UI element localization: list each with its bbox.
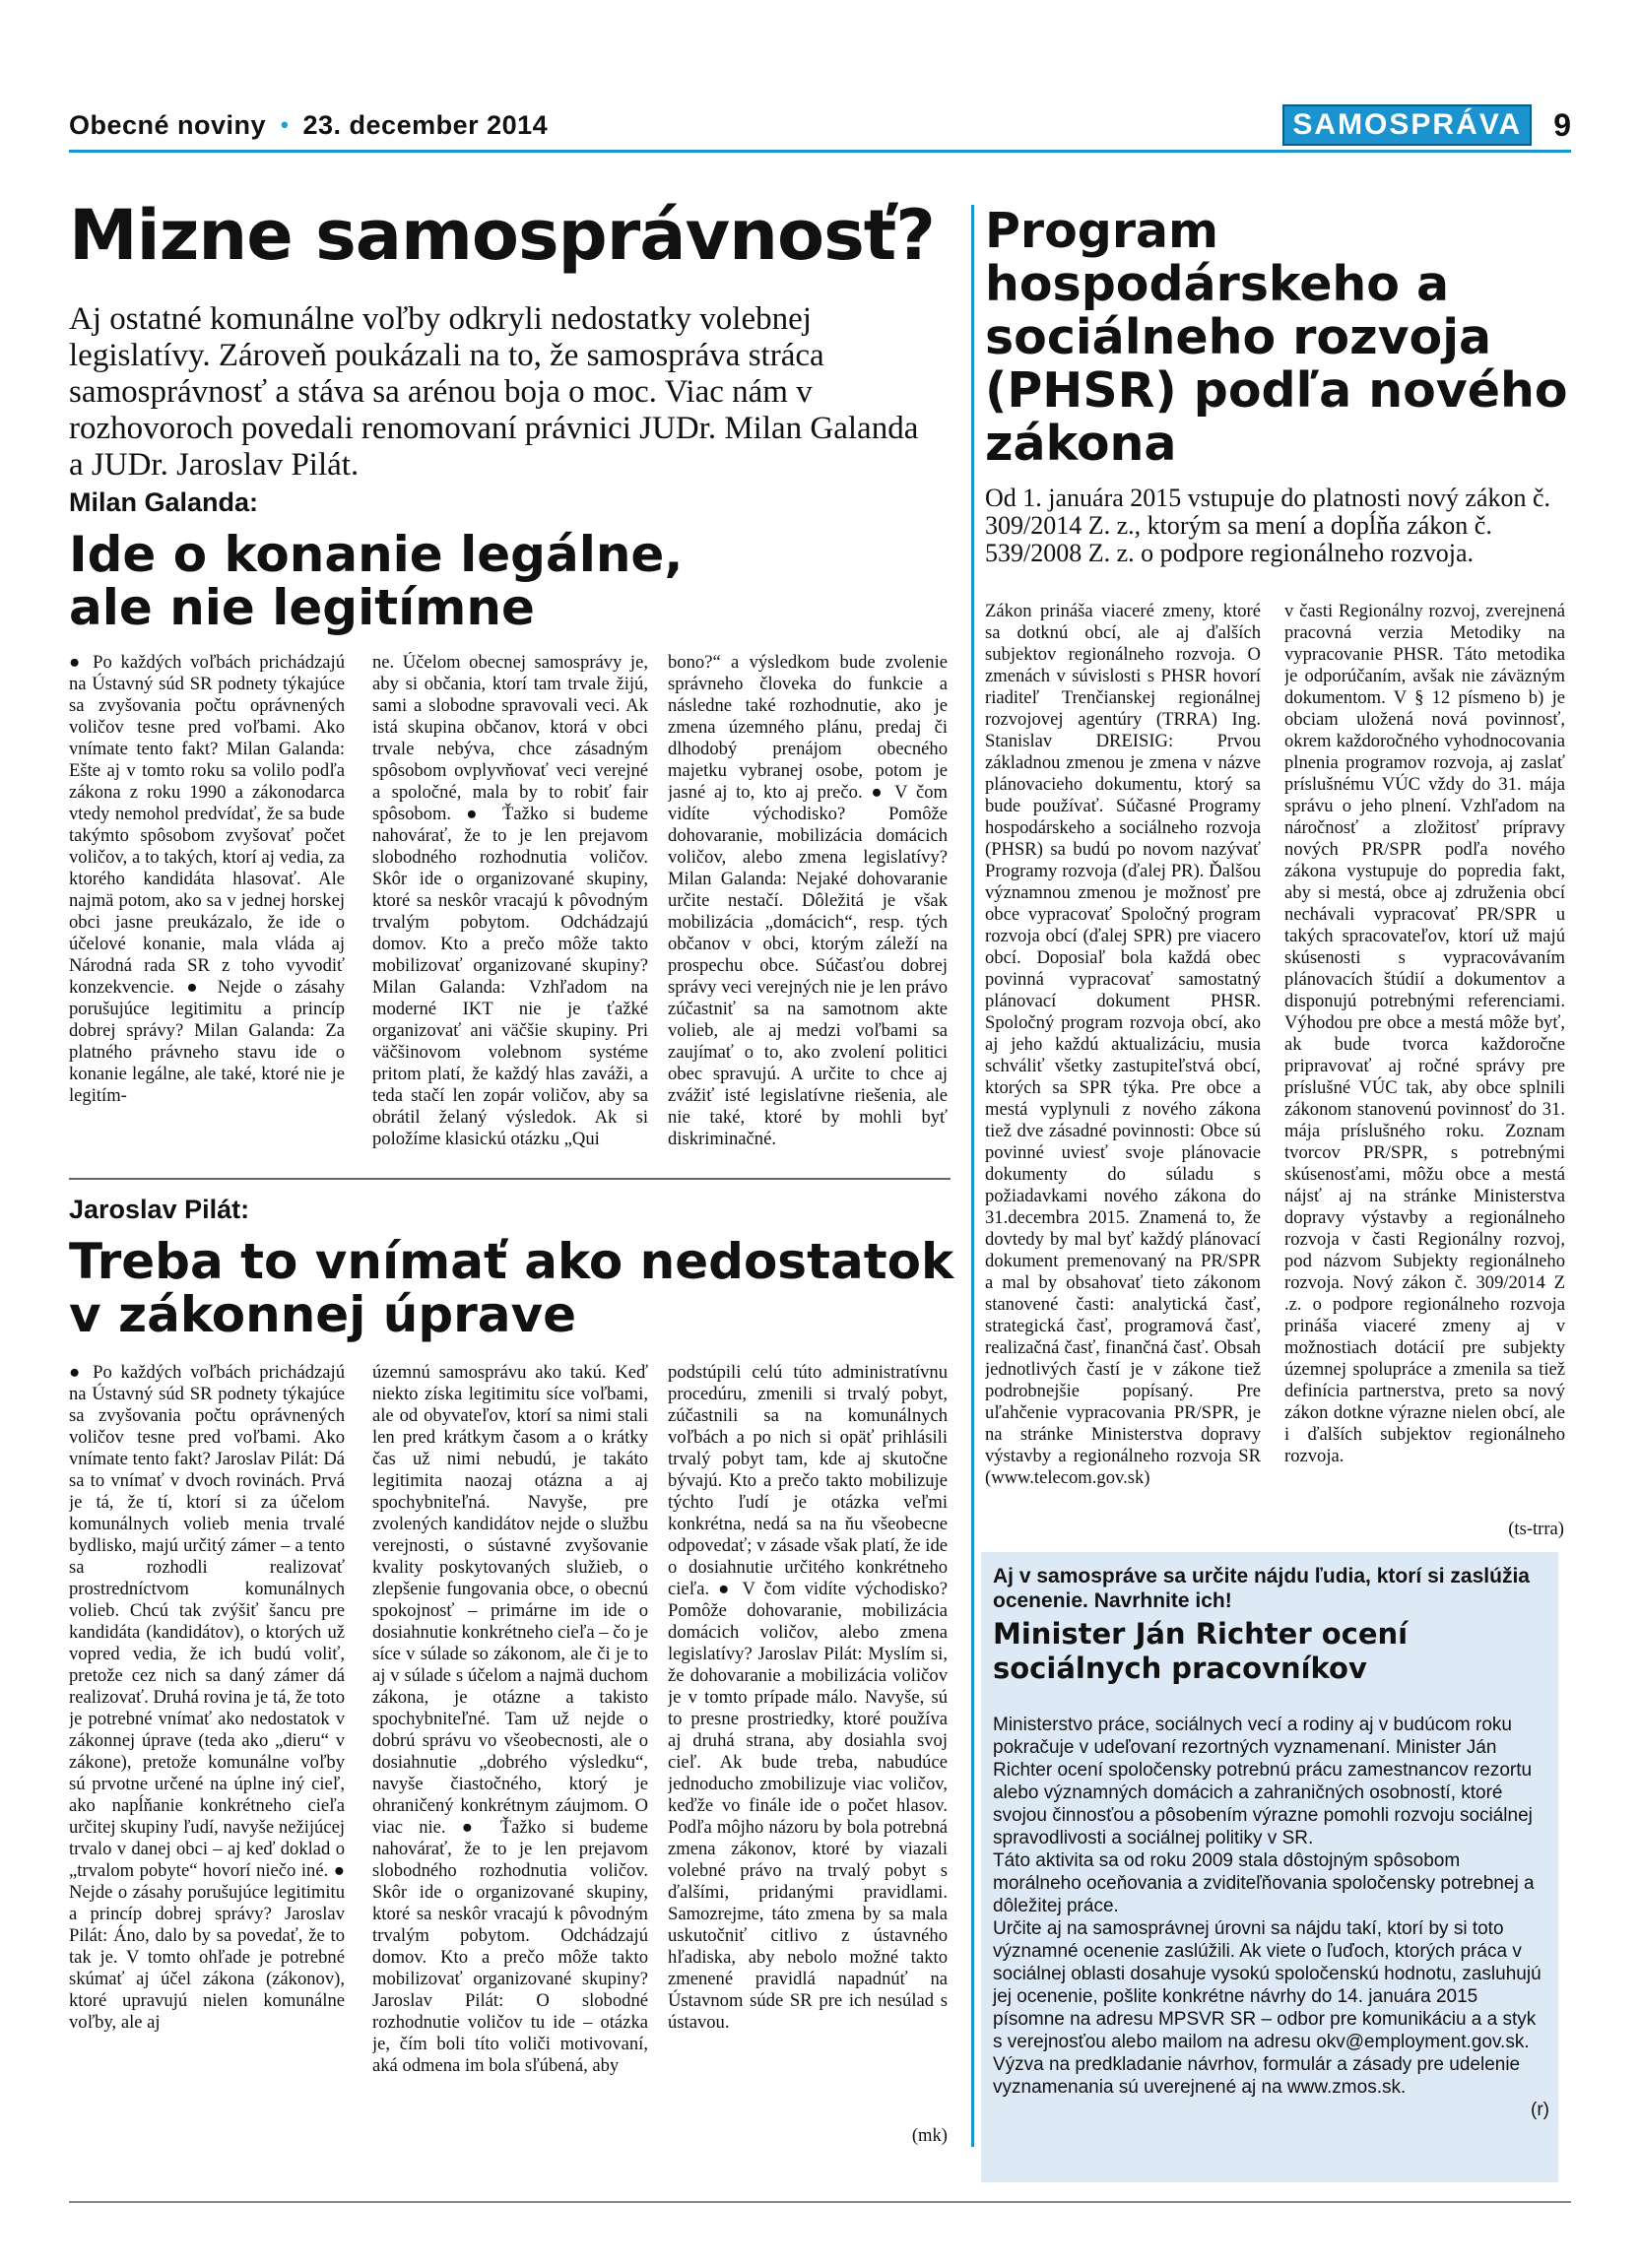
galanda-subhead-line1: Ide o konanie legálne,	[69, 526, 684, 583]
galanda-subhead-line2: ale nie legitímne	[69, 579, 535, 636]
galanda-column-3: bono?“ a výsledkom bude zvolenie správneho človeka do funkcie a následne také rozhodnutie, ako je zmena územného plánu, predaj či dlhodobý prenájom obecného majetku vybranej osobe, potom je jasné aj to, kto aj prečo. ● V čom vidíte východisko? Pomôže dohovaranie, mobilizácia domácich voličov, alebo zmena legislatívy? Milan Galanda: Nejaké dohovaranie určite nestačí. Dôležitá je však mobilizácia „domácich“, resp. tých občanov v obci, ktorým záleží na prospechu obce. Súčasťou dobrej správy veci verejných nie je len právo zúčastniť sa na samotnom akte volieb, ale aj medzi voľbami sa zaujímať o to, ako zvolení politici obec spravujú. A určite to chce aj zvážiť isté legislatívne riešenia, ale nie také, ktoré by mohli byť diskriminačné.	[668, 652, 948, 1149]
galanda-subhead	[69, 528, 683, 634]
pilat-byline: Jaroslav Pilát:	[69, 1195, 250, 1224]
pilat-column-1: ● Po každých voľbách prichádzajú na Ústavný súd SR podnety týkajúce sa zvyšovania počtu oprávnených voličov tesne pred voľbami. Ako vnímate tento fakt? Jaroslav Pilát: Dá sa to vnímať v dvoch rovinách. Prvá je tá, že tí, ktorí si za účelom komunálnych volieb menia trvalé bydlisko, majú určitý zámer – a tento sa rozhodli realizovať prostredníctvom komunálnych volieb. Chcú tak zvýšiť šancu pre kandidáta (kandidátov), o ktorých už vopred vedia, že ich budú voliť, pretože cez nich sa daný zámer dá realizovať. Druhá rovina je tá, že toto je potrebné vnímať ako nedostatok v zákonnej úprave (teda ako „dieru“ v zákone), pretože komunálne voľby sú prvotne určené na úplne iný cieľ, ako napĺňanie konkrétneho cieľa určitej skupiny ľudí, navyše nežijúcej trvalo v danej obci – aj keď doklad o „trvalom pobyte“ hovorí niečo iné. ● Nejde o zásahy porušujúce legitimitu a princíp dobrej správy? Jaroslav Pilát: Áno, dalo by sa povedať, že to tak je. V tomto ohľade je potrebné skúmať aj účel zákona (zákonov), ktoré upravujú nielen komunálne voľby, ale aj	[69, 1362, 345, 2033]
page-header	[69, 102, 1571, 148]
issue-date: 23. december 2014	[302, 109, 549, 140]
main-article-title: Mizne samosprávnosť?	[69, 195, 935, 276]
pilat-column-2: územnú samosprávu ako takú. Keď niekto získa legitimitu síce voľbami, ale od obyvateľov, ktorí sa nimi stali len pred krátkym časom a o krátky čas už nimi nebudú, je takáto legitimita naozaj otázna a aj spochybniteľná. Navyše, pre zvolených kandidátov nejde o službu verejnosti, o sústavné zvyšovanie kvality poskytovaných služieb, o zlepšenie fungovania obce, o obecnú spokojnosť – primárne im ide o dosiahnutie konkrétneho cieľa – čo je síce v súlade so zákonom, ale či je to aj v súlade s účelom a najmä duchom zákona, je otázne a takisto spochybniteľné. Tam už nejde o dobrú správu vo všeobecnosti, ale o dosiahnutie „dobrého výsledku“, navyše čiastočného, ktorý je ohraničený konkrétnym záujmom. O viac nie. ● Ťažko si budeme nahovárať, že to je len prejavom slobodného rozhodnutia voličov. Skôr ide o organizované skupiny, ktoré sa neskôr vracajú k pôvodným trvalým pobytom. Odchádzajú domov. Kto a prečo môže takto mobilizovať organizované skupiny? Jaroslav Pilát: O slobodné rozhodnutie voličov tu ide – otázka je, čím boli títo voliči motivovaní, aká odmena im bola sľúbená, aby	[372, 1362, 648, 2076]
pilat-subhead-line2: v zákonnej úprave	[69, 1286, 577, 1343]
footer-rule	[69, 2201, 1571, 2203]
award-box-paragraph-1: Ministerstvo práce, sociálnych vecí a rodiny aj v budúcom roku pokračuje v udeľovaní rezortných vyznamenaní. Minister Ján Richter ocení spoločensky potrebnú prácu zamestnancov rezortu alebo významných domácich a zahraničných osobností, ktoré svojou činnosťou a pôsobením výrazne pomohli rozvoju sociálnej spravodlivosti a sociálnej politiky v SR.	[993, 1715, 1533, 1848]
main-article-lead: Aj ostatné komunálne voľby odkryli nedostatky volebnej legislatívy. Zároveň poukázali na to, že samospráva stráca samosprávnosť a stáva sa arénou boja o moc. Viac nám v rozhovoroch povedali renomovaní právnici JUDr. Milan Galanda a JUDr. Jaroslav Pilát.	[69, 301, 919, 483]
section-divider	[69, 1178, 951, 1180]
pilat-subhead-line1: Treba to vnímať ako nedostatok	[69, 1233, 954, 1290]
galanda-column-1: ● Po každých voľbách prichádzajú na Ústavný súd SR podnety týkajúce sa zvyšovania počtu oprávnených voličov tesne pred voľbami. Ako vnímate tento fakt? Milan Galanda: Ešte aj v tomto roku sa volilo podľa zákona z roku 1990 a zákonodarca vtedy nemohol predvídať, že sa bude takýmto spôsobom zvyšovať počet voličov, a to takých, ktorí aj vedia, za ktorého kandidáta hlasovať. Ale najmä potom, ako sa v jednej horskej obci jasne preukázalo, že ide o účelové konanie, mala vláda aj Národná rada SR z toho vyvodiť konzekvencie. ● Nejde o zásahy porušujúce legitimitu a princíp dobrej správy? Milan Galanda: Za platného právneho stavu ide o konanie legálne, ale také, ktoré nie je legitím-	[69, 652, 345, 1106]
galanda-column-2: ne. Účelom obecnej samosprávy je, aby si občania, ktorí tam trvale žijú, sami a slobodne spravovali veci. Ak istá skupina občanov, ktorá v obci trvale nebýva, chce zásadným spôsobom ovplyvňovať veci verejné a spoločné, mala by to robiť fair spôsobom. ● Ťažko si budeme nahovárať, že to je len prejavom slobodného rozhodnutia voličov. Skôr ide o organizované skupiny, ktoré sa neskôr vracajú k pôvodným trvalým pobytom. Odchádzajú domov. Kto a prečo môže takto mobilizovať organizované skupiny? Milan Galanda: Vzhľadom na moderné IKT nie je ťažké organizovať ani väčšie skupiny. Pri väčšinovom volebnom systéme pritom platí, že každý hlas zaváži, a teda stačí len zopár voličov, aby sa obrátil želaný výsledok. Ak si položíme klasickú otázku „Qui	[372, 652, 648, 1149]
phsr-column-2: v časti Regionálny rozvoj, zverejnená pracovná verzia Metodiky na vypracovanie PHSR. Táto metodika je odporúčaním, avšak nie záväzným dokumentom. V § 12 písmeno b) je obciam uložená nová povinnosť, okrem každoročného vyhodnocovania plnenia programov rozvoja, aj zaslať príslušnému VÚC vždy do 31. mája správu o jeho plnení. Vzhľadom na náročnosť a zložitosť prípravy nových PR/SPR podľa nového zákona vystupuje do popredia fakt, aby si mestá, obce aj združenia obcí nechávali vypracovať PR/SPR u takých spracovateľov, ktorí už majú skúsenosti s vypracovávaním plánovacích štúdií a dokumentov a disponujú potrebnými referenciami. Výhodou pre obce a mestá môže byť, ak bude tvorca každoročne pripravovať aj ročné správy pre príslušné VÚC tak, aby obce splnili zákonom stanovenú povinnosť do 31. mája príslušného roku. Zoznam tvorcov PR/SPR, s potrebnými skúsenosťami, môžu obce a mestá nájsť aj na stránke Ministerstva dopravy výstavby a regionálneho rozvoja v časti Regionálny rozvoj, pod názvom Subjekty regionálneho rozvoja. Nový zákon č. 309/2014 Z .z. o podpore regionálneho rozvoja prináša viaceré zmeny aj v možnostiach dotácií pre subjekty územnej spolupráce a zmenila sa tiež definícia partnerstva, preto sa nový zákon dotkne výrazne nielen obcí, ale i ďalších subjektov regionálneho rozvoja.	[1284, 601, 1565, 1466]
award-box-title: Minister Ján Richter ocení sociálnych pracovníkov	[993, 1617, 1409, 1685]
pilat-column-3: podstúpili celú túto administratívnu procedúru, zmenili si trvalý pobyt, zúčastnili sa na komunálnych voľbách a po nich si opäť prihlásili trvalý pobyt tam, kde aj skutočne bývajú. Kto a prečo takto mobilizuje týchto ľudí je otázka veľmi konkrétna, nedá sa na ňu všeobecne odpovedať; v zásade však platí, že ide o dosiahnutie určitého konkrétneho cieľa. ● V čom vidíte východisko? Pomôže dohovaranie, mobilizácia domácich voličov, alebo zmena legislatívy? Jaroslav Pilát: Myslím si, že dohovaranie a mobilizácia voličov je v tomto prípade málo. Navyše, sú to presne prostriedky, ktoré používa aj druhá strana, aby dosiahla svoj cieľ. Ak bude treba, nabudúce jednoducho zmobilizuje viac voličov, keďže vo finále ide o počet hlasov. Podľa môjho názoru by bola potrebná zmena zákonov, ktoré by viazali volebné právo na trvalý pobyt s ďalšími, pridanými pravidlami. Samozrejme, táto zmena by sa mala uskutočniť citlivo z ústavného hľadiska, aby nebolo možné takto zmenené pravidlá napadnúť na Ústavnom súde SR pre ich nesúlad s ústavou.	[668, 1362, 948, 2033]
phsr-column-1: Zákon prináša viaceré zmeny, ktoré sa dotknú obcí, ale aj ďalších subjektov regionálneho rozvoja. O zmenách v súvislosti s PHSR hovorí riaditeľ Trenčianskej regionálnej rozvojovej agentúry (TRRA) Ing. Stanislav DREISIG: Prvou základnou zmenou je zmena v názve plánovacieho dokumentu, ktorý sa bude používať. Súčasné Programy hospodárskeho a sociálneho rozvoja (PHSR) sa budú po novom nazývať Programy rozvoja (ďalej PR). Ďalšou významnou zmenou je možnosť pre obce vypracovať Spoločný program rozvoja obcí (ďalej SPR) pre viacero obcí. Doposiaľ bola každá obec povinná vypracovať samostatný plánovací dokument PHSR. Spoločný program rozvoja obcí, ako aj jeho každú aktualizáciu, musia schváliť všetky zastupiteľstvá obcí, ktorých sa SPR týka. Pre obce a mestá vyplynuli z nového zákona tiež dve zásadné povinnosti: Obce sú povinné uviesť svoje plánovacie dokumenty do súladu s požiadavkami nového zákona do 31.decembra 2015. Znamená to, že dovtedy by mal byť každý plánovací dokument premenovaný na PR/SPR a mal by obsahovať tieto zákonom stanovené časti: analytická časť, strategická časť, programová časť, realizačná časť, finančná časť. Obsah jednotlivých častí je v zákone tiež podrobnejšie popísaný. Pre uľahčenie vypracovania PR/SPR, je na stránke Ministerstva dopravy výstavby a regionálneho rozvoja SR (www.telecom.gov.sk)	[985, 601, 1261, 1488]
page-number: 9	[1553, 106, 1571, 143]
award-box-signature: (r)	[1531, 2100, 1549, 2120]
separator-dot-icon: •	[280, 109, 290, 140]
award-box-kicker: Aj v samospráve sa určite nájdu ľudia, ktorí si zaslúžia ocenenie. Navrhnite ich!	[993, 1565, 1530, 1612]
award-box-body	[993, 1714, 1549, 2121]
column-divider	[971, 205, 974, 2147]
pilat-signature: (mk)	[911, 2125, 948, 2146]
publication-name: Obecné noviny	[69, 109, 267, 140]
galanda-byline: Milan Galanda:	[69, 487, 259, 517]
award-box-paragraph-2: Táto aktivita sa od roku 2009 stala dôstojným spôsobom morálneho oceňovania a zviditeľňovania spoločensky potrebnej a dôležitej práce.	[993, 1850, 1535, 1916]
phsr-lead: Od 1. januára 2015 vstupuje do platnosti nový zákon č. 309/2014 Z. z., ktorým sa mení a dopĺňa zákon č. 539/2008 Z. z. o podpore regionálneho rozvoja.	[985, 484, 1551, 567]
award-box-paragraph-3: Určite aj na samosprávnej úrovni sa nájdu takí, ktorí by si toto významné ocenenie zaslúžili. Ak viete o ľuďoch, ktorých práca v sociálnej oblasti dosahuje vysokú spoločenskú hodnotu, zasluhujú jej ocenenie, pošlite konkrétne návrhy do 14. januára 2015 písomne na adresu MPSVR SR – odbor pre komunikáciu a a styk s verejnosťou alebo mailom na adresu okv@employment.gov.sk. Výzva na predkladanie návrhov, formulár a zásady pre udelenie vyznamenania sú uverejnené aj na www.zmos.sk.	[993, 1918, 1542, 2098]
header-rule	[69, 150, 1571, 153]
phsr-title: Program hospodárskeho a sociálneho rozvoja (PHSR) podľa nového zákona	[985, 203, 1568, 472]
pilat-subhead	[69, 1235, 953, 1341]
section-label: SAMOSPRÁVA	[1282, 104, 1532, 146]
phsr-signature: (ts-trra)	[1508, 1519, 1564, 1539]
